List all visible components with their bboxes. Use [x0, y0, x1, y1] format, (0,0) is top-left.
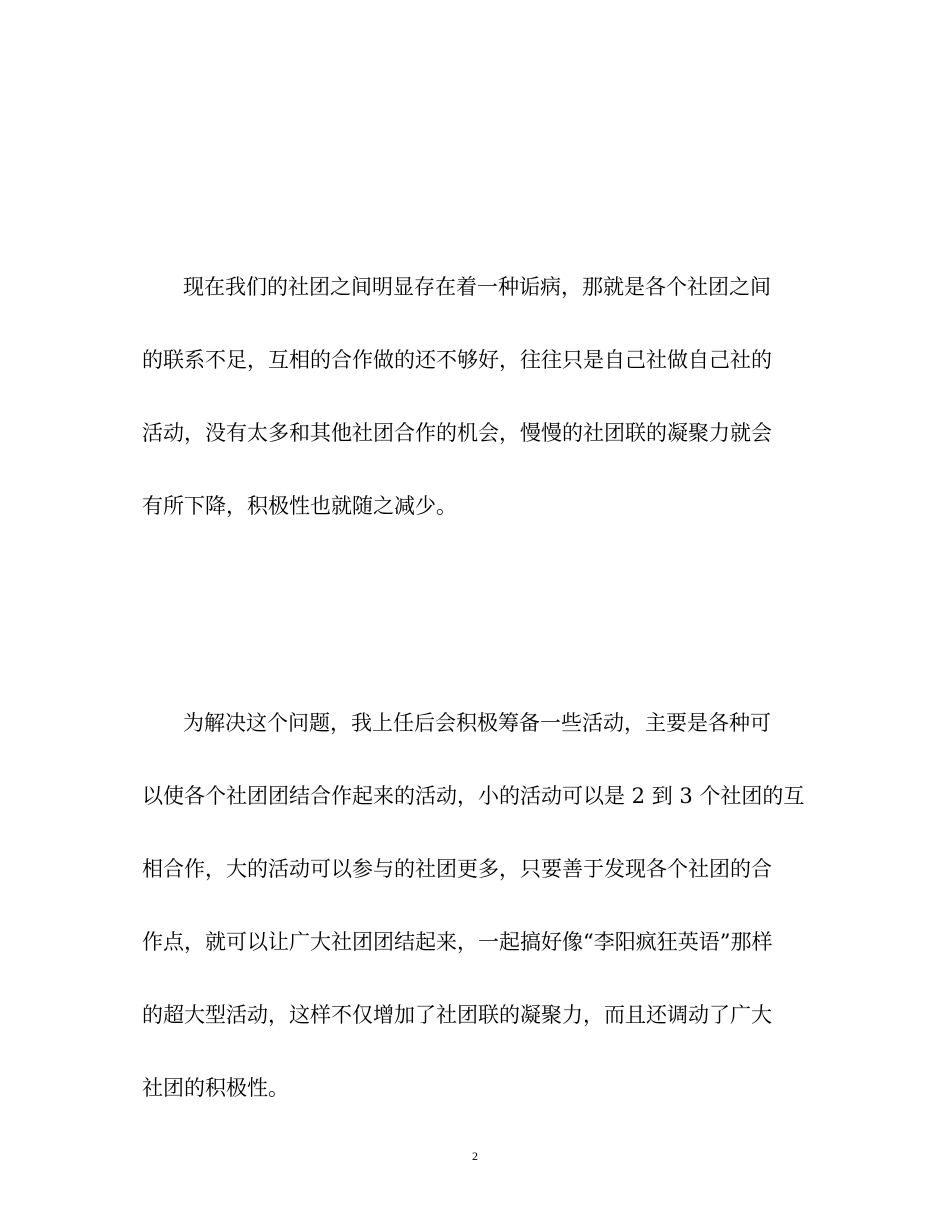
paragraph-line: 的超大型活动，这样不仅增加了社团联的凝聚力，而且还调动了广大	[142, 1003, 772, 1027]
paragraph-line: 有所下降，积极性也就随之减少。	[142, 494, 457, 518]
paragraph-line: 现在我们的社团之间明显存在着一种诟病，那就是各个社团之间	[183, 275, 771, 299]
paragraph-line: 以使各个社团团结合作起来的活动，小的活动可以是 2 到 3 个社团的互	[142, 784, 805, 808]
page-number: 2	[472, 1149, 478, 1163]
paragraph-line: 活动，没有太多和其他社团合作的机会，慢慢的社团联的凝聚力就会	[142, 421, 772, 445]
paragraph-line: 社团的积极性。	[142, 1076, 289, 1100]
paragraph-line: 为解决这个问题，我上任后会积极筹备一些活动，主要是各种可	[183, 711, 771, 735]
paragraph-line: 作点，就可以让广大社团团结起来，一起搞好像“李阳疯狂英语”那样	[142, 930, 773, 954]
paragraph-line: 的联系不足，互相的合作做的还不够好，往往只是自己社做自己社的	[142, 348, 772, 372]
paragraph-line: 相合作，大的活动可以参与的社团更多，只要善于发现各个社团的合	[142, 857, 772, 881]
